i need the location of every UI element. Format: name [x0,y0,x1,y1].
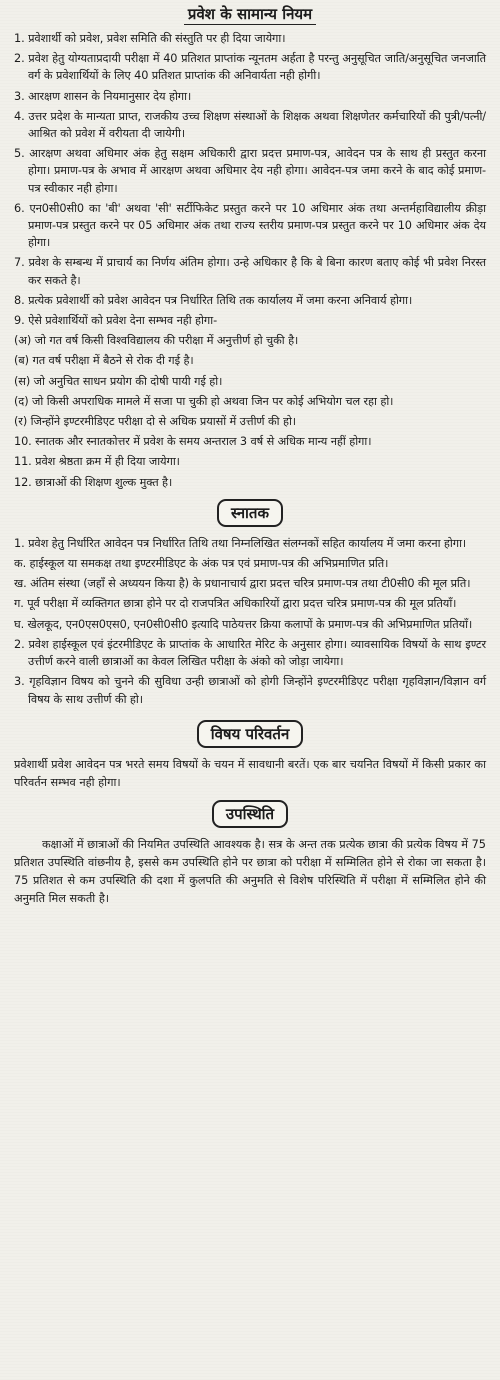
graduation-item-3: 3. गृहविज्ञान विषय को चुनने की सुविधा उन्ही छात्राओं को होगी जिन्होंने इण्टरमीडिएट परीक्षा गृहविज्ञान/विज्ञान वर्ग विषय के साथ उत्तीर्ण की हो। [14,675,486,706]
graduation-item-1: 1. प्रवेश हेतु निर्धारित आवेदन पत्र निर्धारित तिथि तथा निम्नलिखित संलग्नकों सहित कार्यालय में जमा करना होगा। [14,536,467,550]
attendance-text: कक्षाओं में छात्राओं की नियमित उपस्थिति आवश्यक है। सत्र के अन्त तक प्रत्येक छात्रा की प्रत्येक विषय में 75 प्रतिशत उपस्थिति वांछनीय है, इससे कम उपस्थिति होने पर छात्रा को परीक्षा में सम्मिलित होने से रोका जा सकता है। 75 प्रतिशत से कम उपस्थिति की दशा में कुलपति की अनुमति से विशेष परिस्थिति में परीक्षा में सम्मिलित होने की अनुमति मिल सकती है। [14,837,486,905]
subject-change-text: प्रवेशार्थी प्रवेश आवेदन पत्र भरते समय विषयों के चयन में सावधानी बरतें। एक बार चयनित विषयों में किसी प्रकार का परिवर्तन सम्भव नही होगा। [14,757,486,789]
rule-sub-item-b: (ब) गत वर्ष परीक्षा में बैठने से रोक दी गई है। [14,354,194,368]
rule-item-2: 2. प्रवेश हेतु योग्यताप्रदायी परीक्षा में 40 प्रतिशत प्राप्तांक न्यूनतम अर्हता है परन्तु अनुसूचित जाति/अनुसूचित जनजाति वर्ग के प्रवेशार्थियों के लिए 40 प्रतिशत प्राप्तांक की अनिवार्यता नही होगी। [14,52,486,83]
subject-change-section [14,720,486,792]
rule-item-7: 7. प्रवेश के सम्बन्ध में प्राचार्य का निर्णय अंतिम होगा। उन्हे अधिकार है कि बे बिना कारण बताए कोई भी प्रवेश निरस्त कर सकते है। [14,256,486,287]
graduation-item-ka: क. हाईस्कूल या समकक्ष तथा इण्टरमीडिएट के अंक पत्र एवं प्रमाण-पत्र की अभिप्रमाणित प्रति। [14,557,389,571]
graduation-item-kha: ख. अंतिम संस्था (जहाँ से अध्ययन किया है) के प्रधानाचार्य द्वारा प्रदत्त चरित्र प्रमाण-पत्र तथा टी0सी0 की मूल प्रति। [14,577,471,591]
rule-sub-item-d: (द) जो किसी अपराधिक मामले में सजा पा चुकी हो अथवा जिन पर कोई अभियोग चल रहा हो। [14,394,394,408]
graduation-section [14,499,486,708]
graduation-item-2: 2. प्रवेश हाईस्कूल एवं इंटरमीडिएट के प्राप्तांक के आधारित मेरिट के अनुसार होगा। व्यावसायिक विषयों के साथ इण्टर उत्तीर्ण करने वाली छात्राओं का केवल लिखित परीक्षा के अंको को जोड़ा जायेगा। [14,637,486,669]
graduation-heading: स्नातक [217,499,283,527]
general-rules-heading: प्रवेश के सामान्य नियम [184,4,316,25]
rule-item-8: 8. प्रत्येक प्रवेशार्थी को प्रवेश आवेदन पत्र निर्धारित तिथि तक कार्यालय में जमा करना अनिवार्य होगा। [14,293,413,307]
attendance-heading: उपस्थिति [212,800,288,828]
rule-item-4: 4. उत्तर प्रदेश के मान्यता प्राप्त, राजकीय उच्च शिक्षण संस्थाओं के शिक्षक अथवा शिक्षणेतर कर्मचारियों की पुत्री/पत्नी/आश्रित को प्रवेश में वरीयता दी जायेगी। [14,109,486,141]
subject-change-heading: विषय परिवर्तन [197,720,304,748]
rule-item-12: 12. छात्राओं की शिक्षण शुल्क मुक्त है। [14,475,173,489]
rule-sub-item-c: (स) जो अनुचित साधन प्रयोग की दोषी पायी गई हो। [14,374,223,388]
rule-item-5: 5. आरक्षण अथवा अधिमार अंक हेतु सक्षम अधिकारी द्वारा प्रदत्त प्रमाण-पत्र, आवेदन पत्र के साथ ही प्रस्तुत करना होगा। प्रमाण-पत्र के अभाव में आरक्षण अथवा अधिमार देय नही होगा। आवेदन-पत्र जमा करने के बाद कोई प्रमाण-पत्र स्वीकार नही होगा। [14,147,486,195]
graduation-item-gha: घ. खेलकूद, एन0एस0एस0, एन0सी0सी0 इत्यादि पाठेयत्तर क्रिया कलापों के प्रमाण-पत्र की अभिप्रमाणित प्रतियाँ। [14,617,473,631]
rule-item-9: 9. ऐसे प्रवेशार्थियों को प्रवेश देना सम्भव नही होगा- [14,314,218,328]
rule-sub-item-e: (र) जिन्होंने इण्टरमीडिएट परीक्षा दो से अधिक प्रयासों में उत्तीर्ण की हो। [14,415,296,429]
rule-item-3: 3. आरक्षण शासन के नियमानुसार देय होगा। [14,89,192,103]
rule-item-1: 1. प्रवेशार्थी को प्रवेश, प्रवेश समिति की संस्तुति पर ही दिया जायेगा। [14,32,286,45]
general-rules-section [14,4,486,491]
attendance-section [14,800,486,908]
rule-sub-item-a: (अ) जो गत वर्ष किसी विश्वविद्यालय की परीक्षा में अनुत्तीर्ण हो चुकी है। [14,334,299,348]
rule-item-10: 10. स्नातक और स्नातकोत्तर में प्रवेश के समय अन्तराल 3 वर्ष से अधिक मान्य नहीं होगा। [14,435,372,449]
graduation-item-ga: ग. पूर्व परीक्षा में व्यक्तिगत छात्रा होने पर दो राजपत्रित अधिकारियों द्वारा प्रदत्त चरित्र प्रमाण-पत्र की मूल प्रतियाँ। [14,597,457,611]
rule-item-6: 6. एन0सी0सी0 का 'बी' अथवा 'सी' सर्टीफिकेट प्रस्तुत करने पर 10 अधिमार अंक तथा अन्तर्महाविद्यालीय क्रीड़ा प्रमाण-पत्र प्रस्तुत करने पर 05 अधिमार अंक तथा राज्य स्तरीय प्रमाण-पत्र प्रस्तुत करने पर 10 अधिमार अंक देय होगा। [14,201,486,250]
rule-item-11: 11. प्रवेश श्रेष्ठता क्रम में ही दिया जायेगा। [14,455,180,469]
